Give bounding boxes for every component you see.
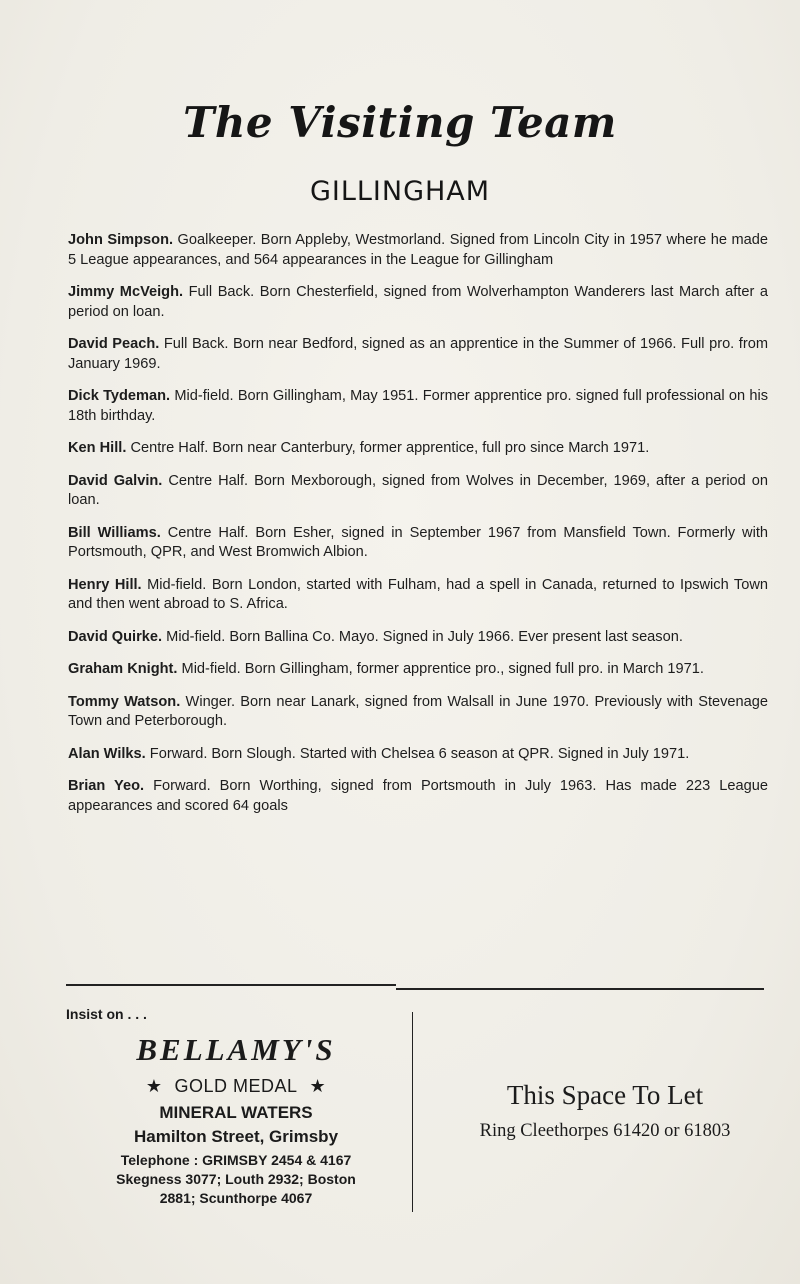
player-entry (68, 576, 768, 615)
star-icon: ★ (145, 1076, 163, 1096)
branches-text-1: Skegness 3077; Louth 2932; Boston (116, 1171, 356, 1187)
ad-separator (412, 1012, 413, 1212)
address-text: Hamilton Street, Grimsby (133, 1127, 339, 1146)
player-entry (68, 745, 768, 765)
player-bio: Mid-field. Born Ballina Co. Mayo. Signed in July 1966. Ever present last season. (166, 628, 683, 645)
player-entry (68, 524, 768, 563)
player-name: Henry Hill. (68, 576, 142, 593)
player-bio: Winger. Born near Lanark, signed from Walsall in June 1970. Previously with Stevenage Town and Peterborough. (68, 693, 769, 729)
player-entry (68, 387, 768, 426)
divider-right (396, 988, 764, 990)
gold-medal-line (66, 1076, 406, 1097)
player-name: Graham Knight. (68, 661, 178, 677)
player-bio: Forward. Born Worthing, signed from Portsmouth in July 1963. Has made 223 League appearances and scored 64 goals (68, 778, 768, 814)
team-name: GILLINGHAM (309, 176, 491, 207)
player-bio: Mid-field. Born Gillingham, May 1951. Former apprentice pro. signed full professional on his 18th birthday. (68, 388, 768, 424)
star-icon: ★ (309, 1076, 327, 1096)
player-name: John Simpson. (68, 232, 174, 248)
player-name: David Quirke. (68, 628, 163, 645)
space-to-let-advert (430, 1080, 780, 1142)
player-name: Brian Yeo. (68, 778, 145, 794)
player-name: David Galvin. (68, 472, 163, 489)
player-entry (68, 283, 768, 322)
brand-name: BELLAMY'S (136, 1032, 336, 1067)
divider-left (66, 984, 396, 986)
branches-text-2: 2881; Scunthorpe 4067 (159, 1190, 313, 1206)
player-entry (68, 777, 768, 816)
player-entry (68, 335, 768, 374)
player-bio: Mid-field. Born Gillingham, former apprentice pro., signed full pro. in March 1971. (181, 661, 704, 677)
telephone-text: Telephone : GRIMSBY 2454 & 4167 (120, 1152, 352, 1168)
player-entry (68, 628, 768, 648)
player-name: Alan Wilks. (68, 745, 146, 762)
player-bio: Mid-field. Born London, started with Fulham, had a spell in Canada, returned to Ipswich Town and then went abroad to S. Africa. (68, 576, 769, 612)
player-entry (68, 693, 768, 732)
player-bio: Centre Half. Born near Canterbury, former apprentice, full pro since March 1971. (130, 440, 650, 456)
space-to-let-phone: Ring Cleethorpes 61420 or 61803 (479, 1121, 731, 1141)
bellamys-advert (66, 1006, 406, 1208)
player-list (68, 231, 768, 829)
page-title: The Visiting Team (183, 98, 617, 147)
player-entry (68, 231, 768, 270)
player-name: Dick Tydeman. (68, 388, 171, 404)
player-name: Ken Hill. (68, 440, 127, 456)
player-name: Jimmy McVeigh. (68, 284, 184, 300)
player-bio: Centre Half. Born Mexborough, signed from Wolves in December, 1969, after a period on loan. (68, 472, 768, 508)
space-to-let-title: This Space To Let (506, 1080, 704, 1110)
player-entry (68, 439, 768, 459)
player-entry (68, 472, 768, 511)
gold-medal-text: GOLD MEDAL (174, 1076, 298, 1096)
player-bio: Full Back. Born near Bedford, signed as an apprentice in the Summer of 1966. Full pro. from January 1969. (68, 336, 768, 372)
player-bio: Forward. Born Slough. Started with Chelsea 6 season at QPR. Signed in July 1971. (149, 745, 690, 762)
player-name: Bill Williams. (68, 524, 161, 541)
player-name: David Peach. (68, 336, 160, 352)
mineral-waters-text: MINERAL WATERS (159, 1103, 313, 1122)
insist-on-text: Insist on . . . (66, 1006, 147, 1022)
player-bio: Goalkeeper. Born Appleby, Westmorland. Signed from Lincoln City in 1957 where he made 5 League appearances, and 564 appearances in the League for Gillingham (68, 232, 768, 268)
player-bio: Centre Half. Born Esher, signed in September 1967 from Mansfield Town. Formerly with Portsmouth, QPR, and West Bromwich Albion. (68, 524, 768, 560)
player-entry (68, 660, 768, 680)
player-name: Tommy Watson. (68, 693, 181, 710)
contact-block (66, 1151, 406, 1208)
player-bio: Full Back. Born Chesterfield, signed from Wolverhampton Wanderers last March after a period on loan. (68, 284, 768, 320)
